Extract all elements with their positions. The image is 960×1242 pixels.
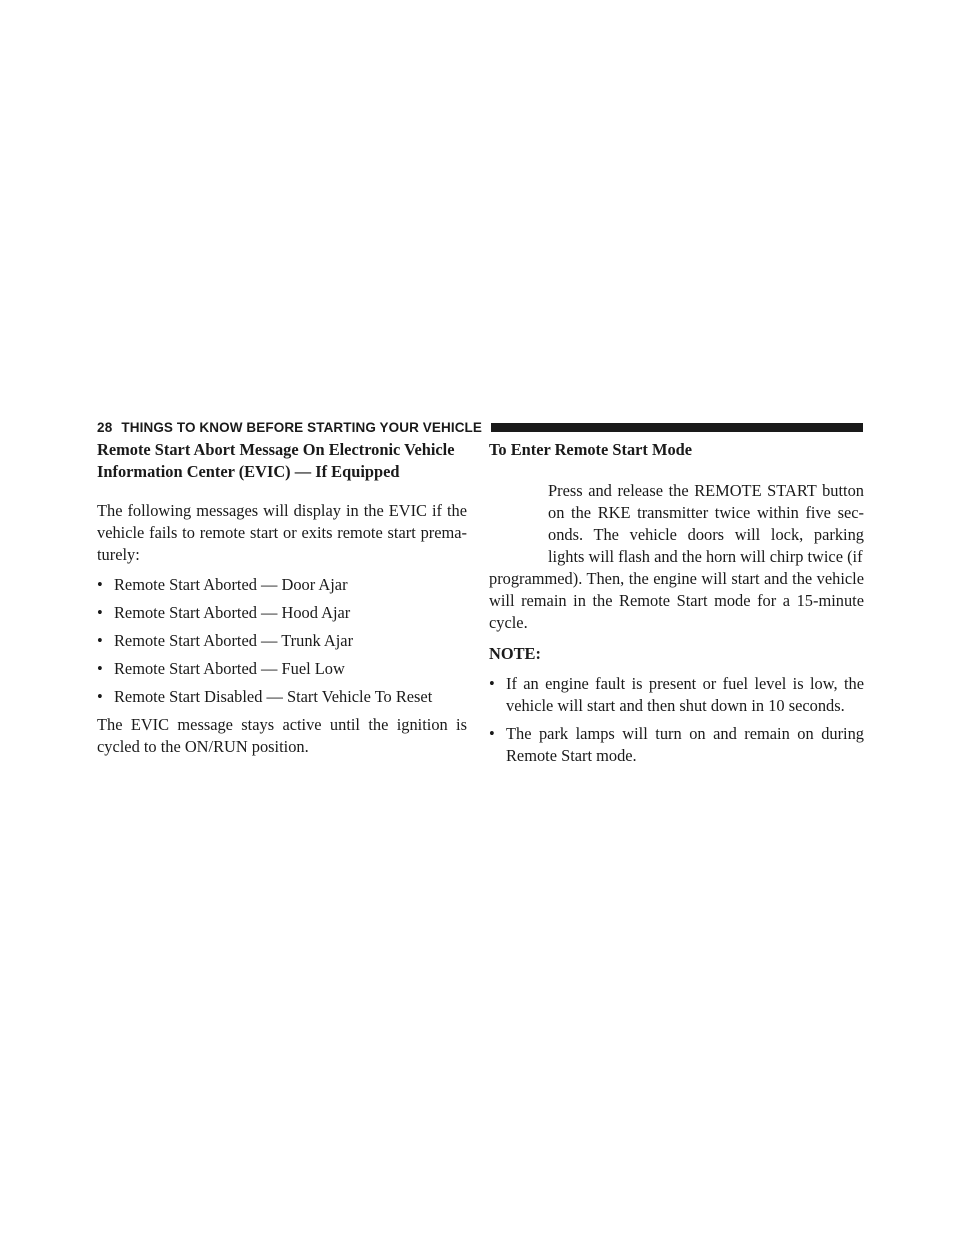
section-title: THINGS TO KNOW BEFORE STARTING YOUR VEHICLE (121, 419, 482, 435)
enter-remote-start-heading: To Enter Remote Start Mode (489, 440, 693, 459)
list-item: • Remote Start Aborted — Door Ajar (97, 575, 348, 594)
page-header (97, 418, 863, 436)
abort-message-heading: Remote Start Abort Message On Electronic Vehicle Information Center (EVIC) — If Equipped (97, 440, 455, 481)
left-column (97, 439, 467, 758)
abort-closing-paragraph: The EVIC message stays active until the ignition is cycled to the ON/RUN position. (97, 715, 467, 756)
right-column (489, 439, 864, 773)
page-number: 28 (97, 419, 113, 435)
instruction-continuation: programmed). Then, the engine will start and the vehicle will remain in the Remote Start mode for a 15-minute cycle. (489, 569, 864, 632)
note-label: NOTE: (489, 644, 541, 663)
list-item: • Remote Start Disabled — Start Vehicle To Reset (97, 687, 433, 706)
list-item: • If an engine fault is present or fuel level is low, the vehicle will start and then shut down in 10 seconds. (489, 674, 864, 715)
note-list (489, 673, 864, 767)
list-item: • Remote Start Aborted — Fuel Low (97, 659, 345, 678)
indented-instruction: Press and release the REMOTE START button on the RKE transmitter twice within five sec-onds. The vehicle doors will lock, parking lights will flash and the horn will chirp twice (if (548, 481, 864, 566)
list-item: • The park lamps will turn on and remain on during Remote Start mode. (489, 724, 864, 765)
abort-intro-paragraph: The following messages will display in the EVIC if the vehicle fails to remote start or exits remote start prema-turely: (97, 501, 467, 564)
abort-message-list (97, 574, 467, 708)
list-item: • Remote Start Aborted — Hood Ajar (97, 603, 351, 622)
header-rule (491, 423, 863, 432)
list-item: • Remote Start Aborted — Trunk Ajar (97, 631, 354, 650)
